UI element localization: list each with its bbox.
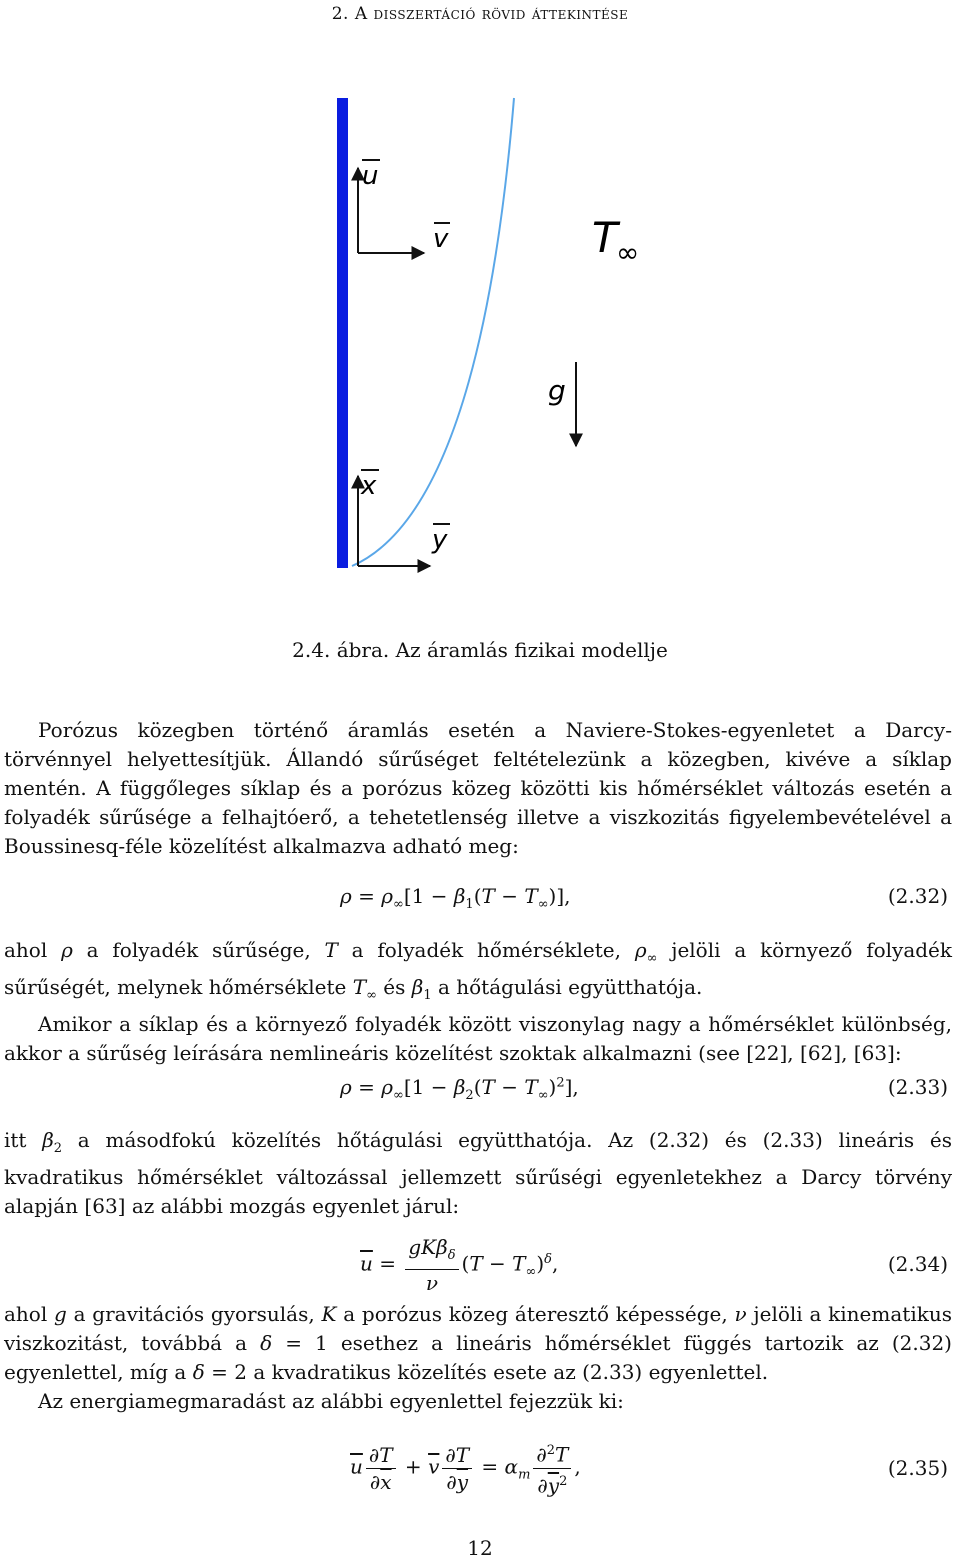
y-label: y xyxy=(432,525,448,555)
p5-t4: esethez a lineáris hőmérséklet függés tartozik az (2.32) egyenlettel, míg a xyxy=(4,1331,952,1384)
paragraph-2: ahol ρ a folyadék sűrűsége, T a folyadék hőmérséklete, $\rho_\infty$ jelöli a környező folyadék sűrűségét, melynek hőmérséklete $T_\infty$ és $\beta_1$ a hőtágulási együtthatója. Amikor a síklap és a környező folyadék között viszonylag nagy a hőmérséklet különbség, akkor a sűrűség leírására nemlineáris közelítést szoktak alkalmazni (see [22], [62], [63]: xyxy=(4,936,952,1068)
p4-post: a másodfokú közelítés hőtágulási együtthatója. Az (2.32) és (2.33) lineáris és kvadratikus hőmérséklet változással jellemzett sűrűségi egyenletekhez a Darcy törvény alapján [63] az alábbi mozgás egyenlet járul: xyxy=(4,1128,953,1218)
p2-pre: ahol xyxy=(4,938,62,962)
p5-t3: jelöli a kinematikus viszkozitást, továbbá a xyxy=(4,1302,952,1355)
equation-2-34 xyxy=(0,1236,952,1296)
equation-2-35-expression: $\overline{u}$ $\frac{\partial T}{\partial\overline{x}}$ + $\overline{v}$ $\frac{\partial T}{\partial\overline{y}}$ = $\alpha_m$ $\frac{\partial^2T}{\partial\overline{y}^2}$ , xyxy=(350,1438,581,1498)
paragraph-1-text: Porózus közegben történő áramlás esetén a Naviere-Stokes-egyenletet a Darcy-törvénnyel helyettesítjük. Állandó sűrűséget feltételezünk a közegben, kivéve a síklap mentén. A függőleges síklap és a porózus közeg közötti kis hőmérséklet változás esetén a folyadék sűrűsége a felhajtóerő, a tehetetlenség illetve a viszkozitás figyelembevételével a Boussinesq-féle közelítést alkalmazva adható meg: xyxy=(4,718,952,858)
t-infinity-subscript: ∞ xyxy=(616,236,640,269)
equation-2-33-expression: $\rho = \rho_\infty[1 - \beta_2(T - T_\infty)^2]$, xyxy=(340,1075,579,1103)
chapter-title: A disszertáció rövid áttekintése xyxy=(354,4,629,24)
p4-pre: itt xyxy=(4,1128,43,1152)
x-label: x xyxy=(361,471,377,501)
paragraph-3-text: Amikor a síklap és a környező folyadék között viszonylag nagy a hőmérséklet különbség, akkor a sűrűség leírására nemlineáris közelítést szoktak alkalmazni (see [22], [62], [63]: xyxy=(4,1012,952,1065)
p2-t2: a folyadék hőmérséklete, xyxy=(337,938,635,962)
equation-2-33 xyxy=(0,1075,952,1105)
equation-2-35-number: (2.35) xyxy=(887,1456,948,1480)
equation-2-34-expression: $\overline{u}$ = $\frac{gK\beta_\delta}{\nu}$ $(T - T_\infty)^\delta$, xyxy=(360,1235,559,1295)
equation-2-32-expression: $\rho = \rho_\infty[1 - \beta_1(T - T_\infty)]$, xyxy=(340,884,571,912)
v-label: v xyxy=(433,224,449,254)
paragraph-1 xyxy=(4,716,952,861)
paragraph-5: ahol g a gravitációs gyorsulás, K a porózus közeg áteresztő képessége, ν jelöli a kinematikus viszkozitást, továbbá a δ = 1 esethez a lineáris hőmérséklet függés tartozik az (2.32) egyenlettel, míg a δ = 2 a kvadratikus közelítés esete az (2.33) egyenlettel. Az energiamegmaradást az alábbi egyenlettel fejezzük ki: xyxy=(4,1300,952,1416)
t-infinity-label: T xyxy=(592,213,618,262)
p2-t4: és xyxy=(376,975,412,999)
p5-pre: ahol xyxy=(4,1302,55,1326)
figure-caption: 2.4. ábra. Az áramlás fizikai modellje xyxy=(292,638,668,662)
equation-2-32-number: (2.32) xyxy=(887,884,948,908)
vertical-plate xyxy=(337,98,348,568)
p2-t1: a folyadék sűrűsége, xyxy=(72,938,325,962)
equation-2-35 xyxy=(0,1438,952,1498)
equation-2-34-number: (2.34) xyxy=(887,1252,948,1276)
p2-t3: jelöli a környező folyadék sűrűségét, melynek hőmérséklete xyxy=(4,938,953,999)
equation-2-32 xyxy=(0,884,952,914)
paragraph-6-text: Az energiamegmaradást az alábbi egyenlettel fejezzük ki: xyxy=(38,1389,624,1413)
physical-model-figure xyxy=(300,90,700,580)
page-number: 12 xyxy=(467,1536,493,1560)
equation-2-33-number: (2.33) xyxy=(887,1075,948,1099)
p2-t5: a hőtágulási együtthatója. xyxy=(431,975,703,999)
g-label: g xyxy=(548,374,566,407)
p5-t1: a gravitációs gyorsulás, xyxy=(66,1302,322,1326)
u-label: u xyxy=(362,161,379,191)
paragraph-4: itt $\beta_2$ a másodfokú közelítés hőtágulási együtthatója. Az (2.32) és (2.33) lineáris és kvadratikus hőmérséklet változással jellemzett sűrűségi egyenletekhez a Darcy törvény alapján [63] az alábbi mozgás egyenlet járul: xyxy=(4,1128,953,1218)
running-header xyxy=(0,4,960,24)
chapter-number: 2. xyxy=(331,4,349,24)
p5-t5: a kvadratikus közelítés esete az (2.33) egyenlettel. xyxy=(246,1360,769,1384)
p5-t2: a porózus közeg áteresztő képessége, xyxy=(336,1302,735,1326)
